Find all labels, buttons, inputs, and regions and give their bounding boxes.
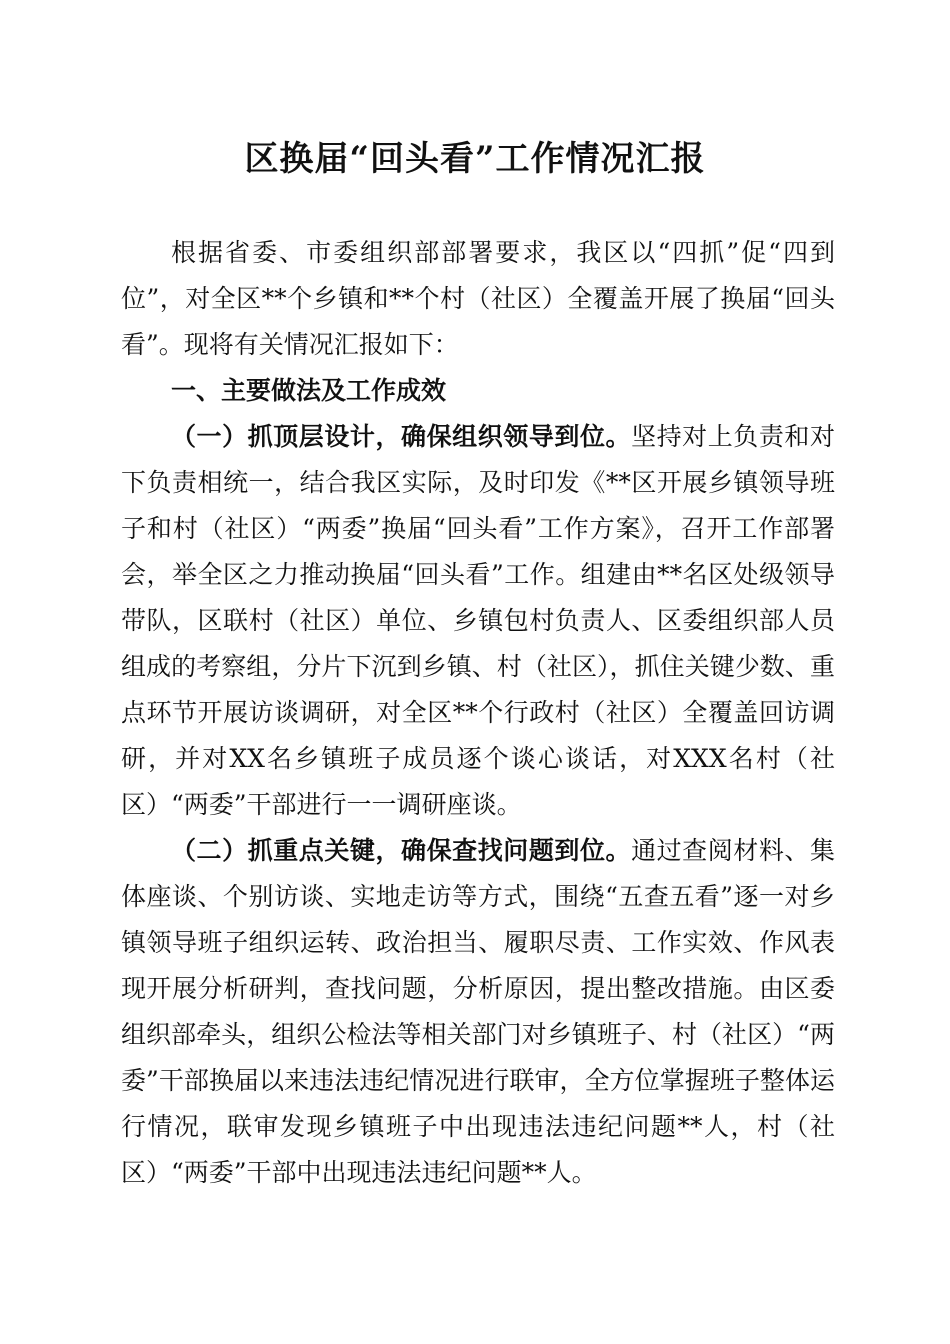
item-1-lead: （一）抓顶层设计，确保组织领导到位。 bbox=[171, 422, 632, 451]
paragraph-item-1 bbox=[121, 414, 835, 828]
item-2-lead: （二）抓重点关键，确保查找问题到位。 bbox=[171, 836, 632, 865]
intro-paragraph: 根据省委、市委组织部部署要求，我区以“四抓”促“四到位”，对全区**个乡镇和**个村（社区）全覆盖开展了换届“回头看”。现将有关情况汇报如下： bbox=[121, 238, 835, 359]
document-title: 区换届“回头看”工作情况汇报 bbox=[244, 139, 706, 179]
paragraph-item-2 bbox=[121, 828, 835, 1196]
item-2-text: 通过查阅材料、集体座谈、个别访谈、实地走访等方式，围绕“五查五看”逐一对乡镇领导班子组织运转、政治担当、履职尽责、工作实效、作风表现开展分析研判，查找问题，分析原因，提出整改措施。由区委组织部牵头，组织公检法等相关部门对乡镇班子、村（社区）“两委”干部换届以来违法违纪情况进行联审，全方位掌握班子整体运行情况，联审发现乡镇班子中出现违法违纪问题**人，村（社区）“两委”干部中出现违法违纪问题**人。 bbox=[121, 836, 835, 1187]
item-1-text: 坚持对上负责和对下负责相统一，结合我区实际，及时印发《**区开展乡镇领导班子和村（社区）“两委”换届“回头看”工作方案》，召开工作部署会，举全区之力推动换届“回头看”工作。组建由**名区处级领导带队，区联村（社区）单位、乡镇包村负责人、区委组织部人员组成的考察组，分片下沉到乡镇、村（社区），抓住关键少数、重点环节开展访谈调研，对全区**个行政村（社区）全覆盖回访调研，并对XX名乡镇班子成员逐个谈心谈话，对XXX名村（社区）“两委”干部进行一一调研座谈。 bbox=[121, 422, 835, 819]
section-heading-1: 一、主要做法及工作成效 bbox=[171, 376, 447, 405]
document-body bbox=[121, 230, 835, 1196]
